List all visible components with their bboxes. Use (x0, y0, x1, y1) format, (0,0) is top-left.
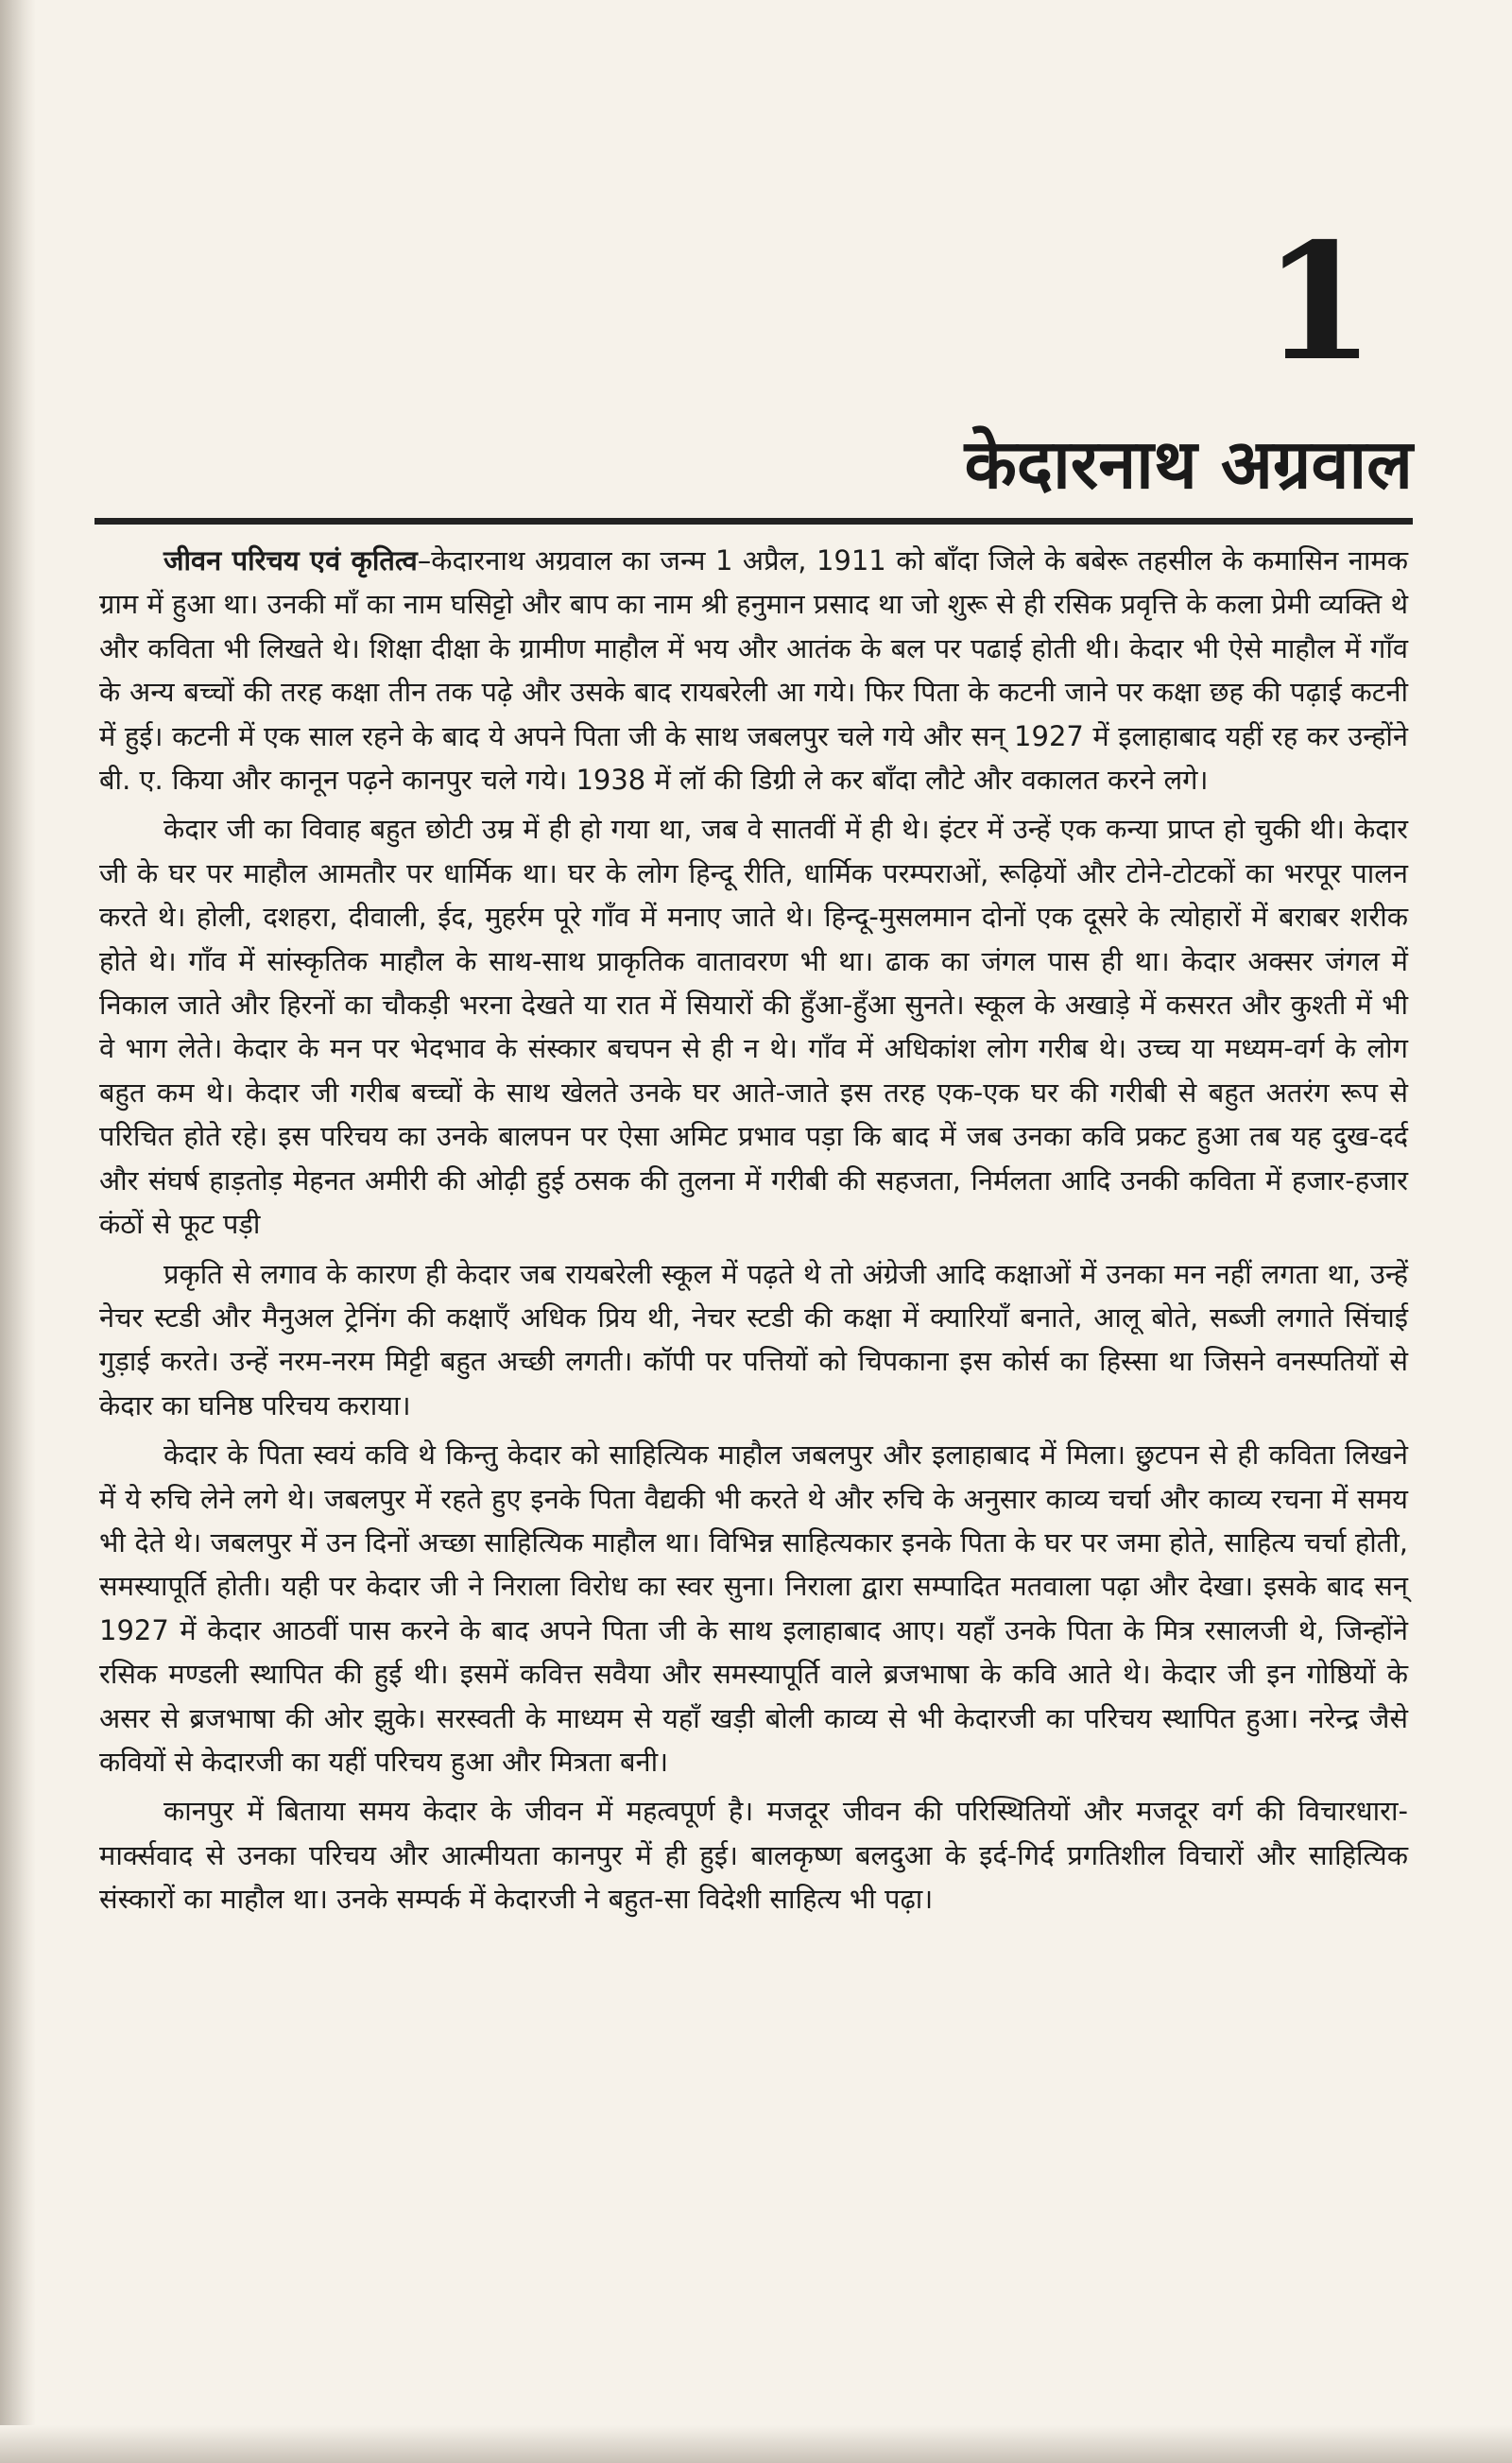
paragraph-2 (99, 807, 1408, 1246)
paragraph-text: –केदारनाथ अग्रवाल का जन्म 1 अप्रैल, 1911 को बाँदा जिले के बबेरू तहसील के कमासिन नामक ग्राम में हुआ था। उनकी माँ का नाम घसिट्टो और बाप का नाम श्री हनुमान प्रसाद था जो शुरू से ही रसिक प्रवृत्ति के कला प्रेमी व्यक्ति थे और कविता भी लिखते थे। शिक्षा दीक्षा के ग्रामीण माहौल में भय और आतंक के बल पर पढाई होती थी। केदार भी ऐसे माहौल में गाँव के अन्य बच्चों की तरह कक्षा तीन तक पढ़े और उसके बाद रायबरेली आ गये। फिर पिता के कटनी जाने पर कक्षा छह की पढ़ाई कटनी में हुई। कटनी में एक साल रहने के बाद ये अपने पिता जी के साथ जबलपुर चले गये और सन् 1927 में इलाहाबाद यहीं रह कर उन्होंने बी. ए. किया और कानून पढ़ने कानपुर चले गये। 1938 में लॉ की डिग्री ले कर बाँदा लौटे और वकालत करने लगे। (99, 544, 1408, 797)
paragraph-text: केदार जी का विवाह बहुत छोटी उम्र में ही हो गया था, जब वे सातवीं में ही थे। इंटर में उन्हें एक कन्या प्राप्त हो चुकी थी। केदार जी के घर पर माहौल आमतौर पर धार्मिक था। घर के लोग हिन्दू रीति, धार्मिक परम्पराओं, रूढ़ियों और टोने-टोटकों का भरपूर पालन करते थे। होली, दशहरा, दीवाली, ईद, मुहर्रम पूरे गाँव में मनाए जाते थे। हिन्दू-मुसलमान दोनों एक दूसरे के त्योहारों में बराबर शरीक होते थे। गाँव में सांस्कृतिक माहौल के साथ-साथ प्राकृतिक वातावरण भी था। ढाक का जंगल पास ही था। केदार अक्सर जंगल में निकाल जाते और हिरनों का चौकड़ी भरना देखते या रात में सियारों की हुँआ-हुँआ सुनते। स्कूल के अखाड़े में कसरत और कुश्ती में भी वे भाग लेते। केदार के मन पर भेदभाव के संस्कार बचपन से ही न थे। गाँव में अधिकांश लोग गरीब थे। उच्च या मध्यम-वर्ग के लोग बहुत कम थे। केदार जी गरीब बच्चों के साथ खेलते उनके घर आते-जाते इस तरह एक-एक घर की गरीबी से बहुत अतरंग रूप से परिचित होते रहे। इस परिचय का उनके बालपन पर ऐसा अमिट प्रभाव पड़ा कि बाद में जब उनका कवि प्रकट हुआ तब यह दुख-दर्द और संघर्ष हाड़तोड़ मेहनत अमीरी की ओढ़ी हुई ठसक की तुलना में गरीबी की सहजता, निर्मलता आदि उनकी कविता में हजार-हजार कंठों से फूट पड़ी (99, 813, 1408, 1241)
paragraph-1 (99, 539, 1408, 801)
paragraph-5 (99, 1789, 1408, 1920)
spine-shadow (0, 0, 36, 2463)
title-rule (94, 518, 1413, 525)
bottom-shadow (0, 2425, 1512, 2463)
paragraph-3 (99, 1252, 1408, 1428)
chapter-title: केदारनाथ अग्रवाल (964, 424, 1413, 504)
paragraph-text: केदार के पिता स्वयं कवि थे किन्तु केदार को साहित्यिक माहौल जबलपुर और इलाहाबाद में मिला। छुटपन से ही कविता लिखने में ये रुचि लेने लगे थे। जबलपुर में रहते हुए इनके पिता वैद्यकी भी करते थे और रुचि के अनुसार काव्य चर्चा और काव्य रचना में समय भी देते थे। जबलपुर में उन दिनों अच्छा साहित्यिक माहौल था। विभिन्न साहित्यकार इनके पिता के घर पर जमा होते, साहित्य चर्चा होती, समस्यापूर्ति होती। यही पर केदार जी ने निराला विरोध का स्वर सुना। निराला द्वारा सम्पादित मतवाला पढ़ा और देखा। इसके बाद सन् 1927 में केदार आठवीं पास करने के बाद अपने पिता जी के साथ इलाहाबाद आए। यहाँ उनके पिता के मित्र रसालजी थे, जिन्होंने रसिक मण्डली स्थापित की हुई थी। इसमें कवित्त सवैया और समस्यापूर्ति वाले ब्रजभाषा के कवि आते थे। केदार जी इन गोष्ठियों के असर से ब्रजभाषा की ओर झुके। सरस्वती के माध्यम से यहाँ खड़ी बोली काव्य से भी केदारजी का परिचय स्थापित हुआ। नरेन्द्र जैसे कवियों से केदारजी का यहीं परिचय हुआ और मित्रता बनी। (99, 1438, 1408, 1778)
chapter-body (99, 539, 1408, 1927)
chapter-number: 1 (1263, 208, 1375, 397)
paragraph-text: कानपुर में बिताया समय केदार के जीवन में महत्वपूर्ण है। मजदूर जीवन की परिस्थितियों और मजदूर वर्ग की विचारधारा-मार्क्सवाद से उनका परिचय और आत्मीयता कानपुर में ही हुई। बालकृष्ण बलदुआ के इर्द-गिर्द प्रगतिशील विचारों और साहित्यिक संस्कारों का माहौल था। उनके सम्पर्क में केदारजी ने बहुत-सा विदेशी साहित्य भी पढ़ा। (99, 1795, 1408, 1916)
paragraph-text: प्रकृति से लगाव के कारण ही केदार जब रायबरेली स्कूल में पढ़ते थे तो अंग्रेजी आदि कक्षाओं में उनका मन नहीं लगता था, उन्हें नेचर स्टडी और मैनुअल ट्रेनिंग की कक्षाएँ अधिक प्रिय थी, नेचर स्टडी की कक्षा में क्यारियाँ बनाते, आलू बोते, सब्जी लगाते सिंचाई गुड़ाई करते। उन्हें नरम-नरम मिट्टी बहुत अच्छी लगती। कॉपी पर पत्तियों को चिपकाना इस कोर्स का हिस्सा था जिसने वनस्पतियों से केदार का घनिष्ठ परिचय कराया। (99, 1257, 1408, 1421)
paragraph-lead: जीवन परिचय एवं कृतित्व (163, 544, 418, 577)
paragraph-4 (99, 1433, 1408, 1783)
